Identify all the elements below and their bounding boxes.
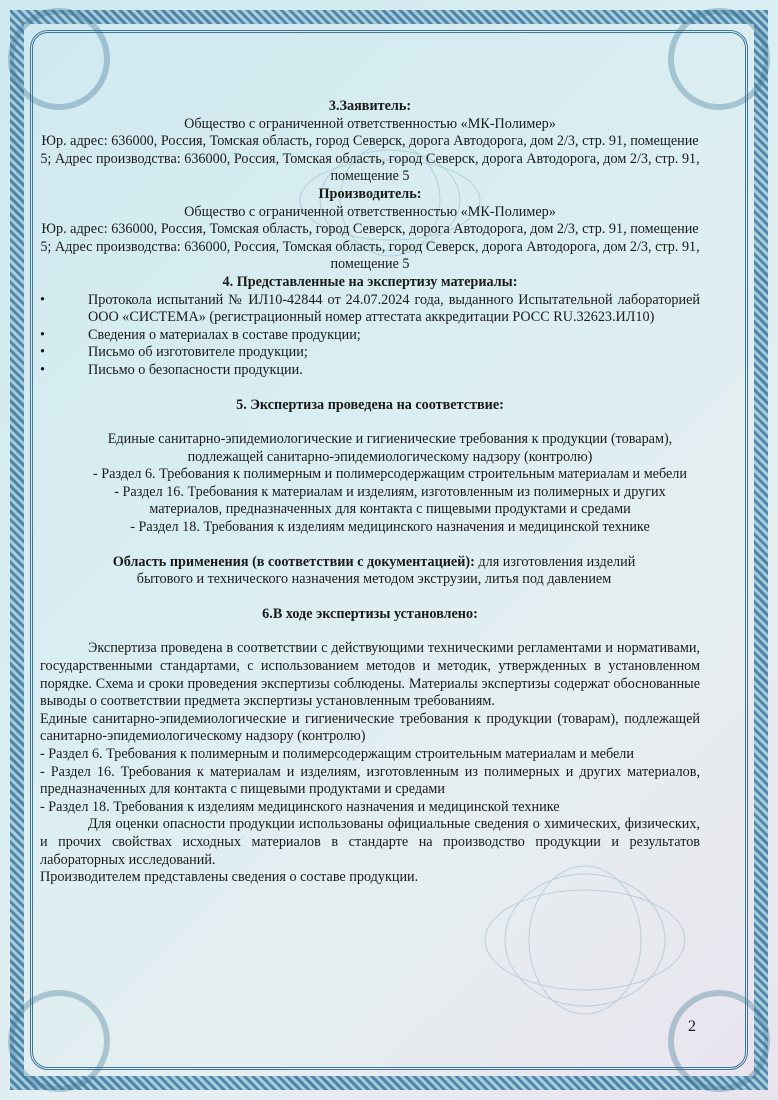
findings-assessment: Для оценки опасности продукции использованы официальные сведения о химических, физических, и прочих свойствах исходных материалов в стандарте на производство продукции и результатов лабораторных исследований. xyxy=(40,816,700,868)
findings-intro: Экспертиза проведена в соответствии с действующими техническими регламентами и нормативами, государственными стандартами, с использованием методов и методик, утвержденных в установленном порядке. Схема и сроки проведения экспертизы соблюдены. Материалы экспертизы содержат обоснованные выводы о соответствии предмета экспертизы установленным требованиям. xyxy=(40,640,700,710)
document-body xyxy=(40,98,700,887)
findings-line: - Раздел 6. Требования к полимерным и полимерсодержащим строительным материалам и мебели xyxy=(40,746,634,762)
materials-item: • Сведения о материалах в составе продукции; xyxy=(40,326,361,343)
manufacturer-org: Общество с ограниченной ответственностью «МК-Полимер» xyxy=(184,203,556,220)
corner-ornament xyxy=(8,8,110,110)
manufacturer-address: Юр. адрес: 636000, Россия, Томская область, город Северск, дорога Автодорога, дом 2/3, стр. 91, помещение 5; Адрес производства: 636000, Россия, Томская область, город Северск, дорога Автодорога, дом 2/3, стр. 91, помещение 5 xyxy=(40,221,700,273)
page-number: 2 xyxy=(688,1018,696,1035)
bullet-icon: • xyxy=(40,361,45,378)
findings-closing: Производителем представлены сведения о составе продукции. xyxy=(40,869,419,886)
findings-line: - Раздел 18. Требования к изделиям медицинского назначения и медицинской технике xyxy=(40,798,560,815)
materials-item: • Протокола испытаний № ИЛ10-42844 от 24.07.2024 года, выданного Испытательной лабораторией ООО «СИСТЕМА» (регистрационный номер аттестата аккредитации РОСС RU.32623.ИЛ10) xyxy=(40,291,700,326)
bullet-icon: • xyxy=(40,326,45,343)
manufacturer-heading: Производитель: xyxy=(318,185,422,202)
scope-label: Область применения (в соответствии с документацией): xyxy=(112,553,475,570)
applicant-address: Юр. адрес: 636000, Россия, Томская область, город Северск, дорога Автодорога, дом 2/3, стр. 91, помещение 5; Адрес производства: 636000, Россия, Томская область, город Северск, дорога Автодорога, дом 2/3, стр. 91, помещение 5 xyxy=(40,133,700,185)
scope-text: для изготовления изделий бытового и технического назначения методом экструзии, литья под давлением xyxy=(136,553,636,588)
compliance-line: Единые санитарно-эпидемиологические и гигиенические требования к продукции (товарам), подлежащей санитарно-эпидемиологическому надзору (контролю) xyxy=(107,431,673,465)
compliance-line: - Раздел 18. Требования к изделиям медицинского назначения и медицинской технике xyxy=(130,519,650,536)
compliance-heading: 5. Экспертиза проведена на соответствие: xyxy=(236,396,504,413)
materials-item: • Письмо об изготовителе продукции; xyxy=(40,344,308,361)
scope-paragraph xyxy=(88,554,660,589)
findings-line: Единые санитарно-эпидемиологические и гигиенические требования к продукции (товарам), подлежащей санитарно-эпидемиологическому надзору (контролю) xyxy=(40,710,700,745)
findings-line: - Раздел 16. Требования к материалам и изделиям, изготовленным из полимерных и других материалов, предназначенных для контакта с пищевыми продуктами и средами xyxy=(40,763,700,798)
corner-ornament xyxy=(8,990,110,1092)
bullet-icon: • xyxy=(40,344,45,361)
findings-heading: 6.В ходе экспертизы установлено: xyxy=(262,605,478,622)
corner-ornament xyxy=(668,8,770,110)
applicant-org: Общество с ограниченной ответственностью «МК-Полимер» xyxy=(184,115,556,132)
compliance-line: - Раздел 16. Требования к материалам и изделиям, изготовленным из полимерных и других материалов, предназначенных для контакта с пищевыми продуктами и средами xyxy=(114,483,666,518)
applicant-heading: 3.Заявитель: xyxy=(328,98,412,114)
materials-heading: 4. Представленные на экспертизу материалы: xyxy=(222,273,518,290)
bullet-icon: • xyxy=(40,291,45,308)
compliance-line: - Раздел 6. Требования к полимерным и полимерсодержащим строительным материалам и мебели xyxy=(93,466,687,483)
materials-item: • Письмо о безопасности продукции. xyxy=(40,361,303,378)
corner-ornament xyxy=(668,990,770,1092)
